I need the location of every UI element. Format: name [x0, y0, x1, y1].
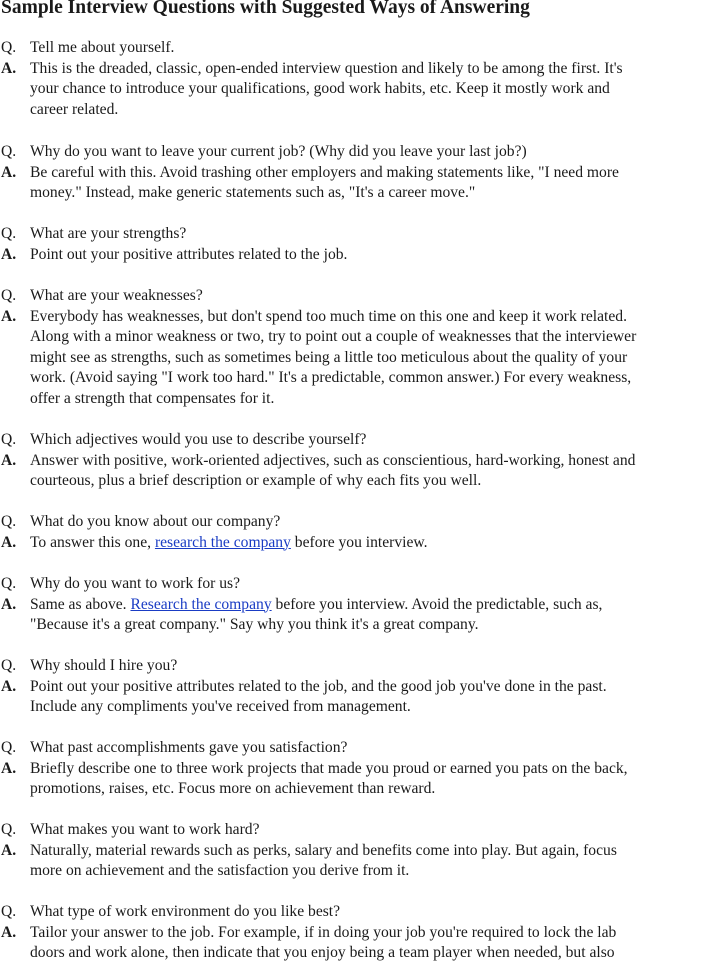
answer-marker: A. — [1, 923, 17, 941]
answer-text-before-link: Same as above. — [30, 595, 131, 613]
question-line — [0, 286, 728, 307]
answer-text — [30, 533, 428, 554]
answer-line — [0, 451, 728, 472]
answer-line — [0, 348, 728, 369]
answer-line — [0, 368, 728, 389]
answer-line — [0, 183, 728, 204]
answer-marker: A. — [1, 163, 17, 181]
question-marker: Q. — [1, 225, 17, 242]
answer-text: might see as strengths, such as sometimes being a little too meticulous about the quality of your — [30, 348, 628, 366]
question-marker: Q. — [1, 821, 17, 838]
question-text: Why do you want to work for us? — [30, 575, 241, 592]
answer-text: Along with a minor weakness or two, try to point out a couple of weaknesses that the interviewer — [30, 328, 637, 346]
answer-text: promotions, raises, etc. Focus more on achievement than reward. — [30, 780, 436, 798]
answer-line — [0, 759, 728, 780]
question-line — [0, 902, 728, 923]
answer-line — [0, 943, 728, 964]
answer-text: Answer with positive, work-oriented adjectives, such as conscientious, hard-working, honest and — [30, 451, 636, 469]
answer-text: doors and work alone, then indicate that you enjoy being a team player when needed, but also — [30, 944, 615, 962]
answer-text: Include any compliments you've received from management. — [30, 698, 411, 716]
question-marker: Q. — [1, 143, 17, 160]
question-marker: Q. — [1, 39, 17, 56]
answer-text: Everybody has weaknesses, but don't spend too much time on this one and keep it work related. — [30, 307, 627, 325]
answer-line — [0, 389, 728, 410]
question-text: Tell me about yourself. — [30, 39, 175, 56]
answer-text: work. (Avoid saying "I work too hard." It's a predictable, common answer.) For every weakness, — [30, 369, 632, 387]
answer-line — [0, 697, 728, 718]
question-marker: Q. — [1, 575, 17, 592]
question-line — [0, 656, 728, 677]
answer-text-before-link: To answer this one, — [30, 533, 155, 551]
question-text: What are your strengths? — [30, 225, 187, 242]
question-text: Why do you want to leave your current job? (Why did you leave your last job?) — [30, 143, 527, 160]
answer-line — [0, 245, 728, 266]
answer-text: courteous, plus a brief description or example of why each fits you well. — [30, 472, 482, 490]
answer-marker: A. — [1, 677, 17, 695]
answer-line — [0, 595, 728, 616]
answer-text: Point out your positive attributes related to the job. — [30, 245, 348, 263]
answer-line — [0, 163, 728, 184]
answer-text — [30, 595, 602, 616]
answer-line — [0, 327, 728, 348]
answer-line — [0, 307, 728, 328]
answer-line — [0, 79, 728, 100]
question-marker: Q. — [1, 739, 17, 756]
question-line — [0, 512, 728, 533]
answer-marker: A. — [1, 307, 17, 325]
answer-marker: A. — [1, 841, 17, 859]
question-text: What makes you want to work hard? — [30, 821, 260, 838]
answer-marker: A. — [1, 59, 17, 77]
qa-item — [0, 512, 728, 553]
question-text: Why should I hire you? — [30, 657, 178, 674]
question-line — [0, 224, 728, 245]
answer-text: Naturally, material rewards such as perks, salary and benefits come into play. But again, focus — [30, 841, 617, 859]
answer-line — [0, 779, 728, 800]
answer-line — [0, 841, 728, 862]
question-text: What past accomplishments gave you satisfaction? — [30, 739, 348, 756]
question-line — [0, 430, 728, 451]
question-text: What do you know about our company? — [30, 513, 281, 530]
answer-text: Be careful with this. Avoid trashing other employers and making statements like, "I need more — [30, 163, 619, 181]
document-title: Sample Interview Questions with Suggested Ways of Answering — [1, 0, 530, 18]
qa-item — [0, 142, 728, 204]
answer-text-after-link: before you interview. Avoid the predictable, such as, — [271, 595, 603, 613]
qa-item — [0, 574, 728, 636]
research-company-link[interactable]: research the company — [154, 533, 291, 551]
research-company-link[interactable]: Research the company — [130, 595, 272, 613]
answer-text-after-link: before you interview. — [290, 533, 428, 551]
question-marker: Q. — [1, 287, 17, 304]
answer-text: Point out your positive attributes related to the job, and the good job you've done in the past. — [30, 677, 607, 695]
qa-item — [0, 738, 728, 800]
question-text: What type of work environment do you like best? — [30, 903, 341, 920]
question-marker: Q. — [1, 903, 17, 920]
answer-marker: A. — [1, 759, 17, 777]
answer-text: This is the dreaded, classic, open-ended interview question and likely to be among the first. It's — [30, 59, 623, 77]
answer-text: Briefly describe one to three work projects that made you proud or earned you pats on the back, — [30, 759, 628, 777]
answer-line — [0, 100, 728, 121]
answer-line — [0, 59, 728, 80]
answer-marker: A. — [1, 451, 17, 469]
question-marker: Q. — [1, 431, 17, 448]
question-text: Which adjectives would you use to describe yourself? — [30, 431, 367, 448]
answer-line — [0, 533, 728, 554]
qa-item — [0, 38, 728, 120]
answer-text: money." Instead, make generic statements such as, "It's a career move." — [30, 184, 476, 202]
qa-item — [0, 430, 728, 492]
question-line — [0, 820, 728, 841]
answer-text: career related. — [30, 100, 119, 118]
answer-text: your chance to introduce your qualifications, good work habits, etc. Keep it mostly work and — [30, 80, 610, 98]
question-marker: Q. — [1, 513, 17, 530]
answer-line — [0, 615, 728, 636]
answer-text: offer a strength that compensates for it. — [30, 389, 275, 407]
answer-marker: A. — [1, 533, 17, 551]
answer-text: "Because it's a great company." Say why you think it's a great company. — [30, 616, 479, 634]
answer-line — [0, 471, 728, 492]
qa-item — [0, 224, 728, 265]
question-line — [0, 142, 728, 163]
answer-marker: A. — [1, 595, 17, 613]
answer-text: Tailor your answer to the job. For example, if in doing your job you're required to lock the lab — [30, 923, 617, 941]
answer-line — [0, 861, 728, 882]
question-line — [0, 38, 728, 59]
qa-item — [0, 820, 728, 882]
qa-item — [0, 656, 728, 718]
question-line — [0, 738, 728, 759]
answer-line — [0, 923, 728, 944]
qa-item — [0, 286, 728, 410]
answer-line — [0, 677, 728, 698]
answer-marker: A. — [1, 245, 17, 263]
answer-text: more on achievement and the satisfaction you derive from it. — [30, 862, 410, 880]
question-line — [0, 574, 728, 595]
question-text: What are your weaknesses? — [30, 287, 203, 304]
qa-item — [0, 902, 728, 964]
question-marker: Q. — [1, 657, 17, 674]
